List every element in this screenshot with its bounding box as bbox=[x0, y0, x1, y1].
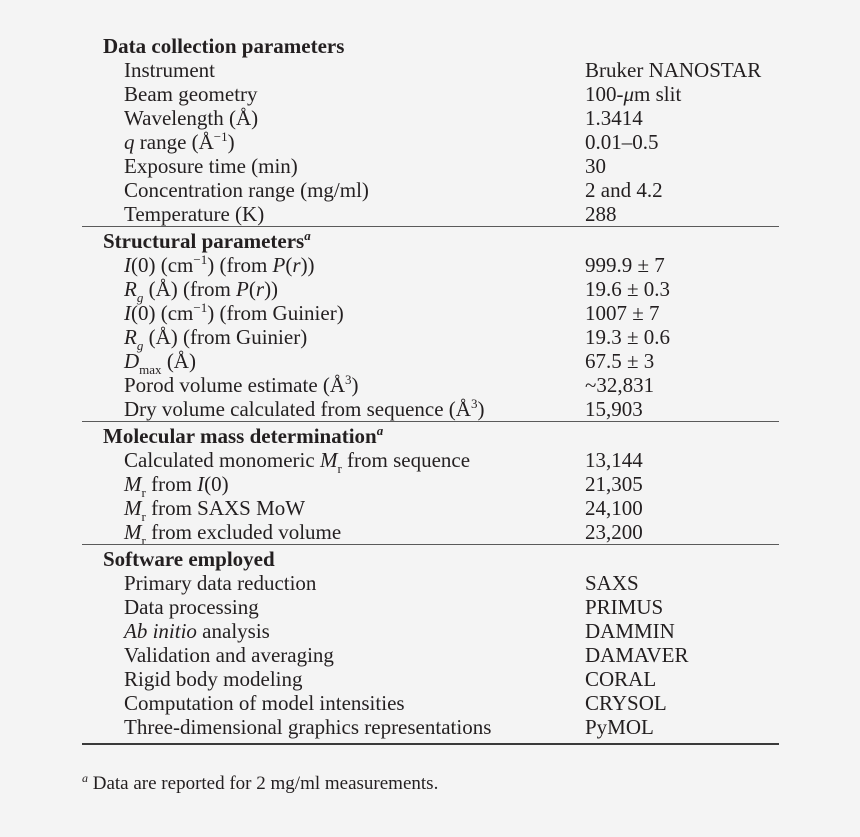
table-section bbox=[82, 421, 779, 548]
row-value: 288 bbox=[585, 202, 617, 226]
row-label: $M_r$ from SAXS MoW bbox=[124, 496, 306, 524]
row-label: Instrument bbox=[124, 58, 215, 82]
table-row bbox=[82, 58, 779, 82]
row-value: ~32,831 bbox=[585, 373, 655, 397]
section-heading bbox=[82, 424, 779, 448]
table-row bbox=[82, 715, 779, 739]
table-section bbox=[82, 226, 779, 421]
row-label: Temperature (K) bbox=[124, 202, 265, 226]
table-row bbox=[82, 448, 779, 476]
parameters-table bbox=[82, 34, 779, 745]
table-row bbox=[82, 253, 779, 277]
row-value: PRIMUS bbox=[585, 595, 664, 619]
row-value: 24,100 bbox=[585, 496, 643, 520]
row-label: $M_r$ from excluded volume bbox=[124, 520, 342, 548]
footnote-text: Data are reported for 2 mg/ml measurements. bbox=[92, 773, 439, 794]
row-label: $M_r$ from I(0) bbox=[124, 472, 229, 500]
row-label: Computation of model intensities bbox=[124, 691, 405, 715]
row-value: DAMMIN bbox=[585, 619, 675, 643]
row-label: q range $(Å^{-1})$ bbox=[124, 129, 235, 154]
row-label: Primary data reduction bbox=[124, 571, 317, 595]
row-value: 13,144 bbox=[585, 448, 643, 472]
row-value: 1007 ± 7 bbox=[585, 301, 660, 325]
table-footnote bbox=[82, 773, 438, 795]
row-label: Wavelength (Å) bbox=[124, 106, 259, 130]
row-value: 15,903 bbox=[585, 397, 643, 421]
row-label: Calculated monomeric $M_r$ from sequence bbox=[124, 448, 471, 476]
table-row bbox=[82, 691, 779, 715]
row-label: I(0) $(cm^{-1})$ (from P(r)) bbox=[124, 252, 315, 277]
section-heading bbox=[82, 547, 779, 571]
row-value: Bruker NANOSTAR bbox=[585, 58, 762, 82]
section-heading-text: Structural parameters bbox=[103, 229, 305, 253]
table-row bbox=[82, 325, 779, 353]
table-row bbox=[82, 496, 779, 524]
row-value: 23,200 bbox=[585, 520, 643, 544]
row-value: 19.3 ± 0.6 bbox=[585, 325, 671, 349]
row-value: DAMAVER bbox=[585, 643, 689, 667]
row-value: 999.9 ± 7 bbox=[585, 253, 665, 277]
row-label: Beam geometry bbox=[124, 82, 258, 106]
row-value: CRYSOL bbox=[585, 691, 667, 715]
section-heading-text: Data collection parameters bbox=[103, 34, 345, 58]
table-row bbox=[82, 82, 779, 106]
table-row bbox=[82, 277, 779, 305]
section-heading-text: Software employed bbox=[103, 547, 275, 571]
row-label: Three-dimensional graphics representations bbox=[124, 715, 492, 739]
section-heading-text: Molecular mass determination bbox=[103, 424, 377, 448]
footnote-mark: a bbox=[82, 771, 88, 785]
table-row bbox=[82, 106, 779, 130]
table-row bbox=[82, 520, 779, 548]
table-row bbox=[82, 472, 779, 500]
row-value: SAXS bbox=[585, 571, 639, 595]
table-section bbox=[82, 544, 779, 739]
row-value: 30 bbox=[585, 154, 606, 178]
table-row bbox=[82, 202, 779, 226]
table-row bbox=[82, 178, 779, 202]
table-bottom-rule bbox=[82, 743, 779, 745]
table-row bbox=[82, 130, 779, 154]
table-row bbox=[82, 373, 779, 397]
table-row bbox=[82, 154, 779, 178]
table-body bbox=[82, 34, 779, 739]
row-value: PyMOL bbox=[585, 715, 654, 739]
row-label: Concentration range (mg/ml) bbox=[124, 178, 369, 202]
row-value: 67.5 ± 3 bbox=[585, 349, 655, 373]
row-label: $D_{max}$ (Å) bbox=[124, 349, 196, 377]
footnote-reference: a bbox=[304, 228, 311, 243]
row-value: 19.6 ± 0.3 bbox=[585, 277, 671, 301]
row-label: Ab initio analysis bbox=[124, 619, 270, 643]
row-value: 1.3414 bbox=[585, 106, 643, 130]
table-row bbox=[82, 397, 779, 421]
footnote-reference: a bbox=[376, 423, 384, 438]
table-row bbox=[82, 595, 779, 619]
table-row bbox=[82, 643, 779, 667]
table-section bbox=[82, 34, 779, 226]
row-label: I(0) $(cm^{-1})$ (from Guinier) bbox=[124, 300, 344, 325]
row-label: $R_g$ (Å) (from Guinier) bbox=[124, 325, 308, 353]
row-label: Dry volume calculated from sequence $(Å^3)$ bbox=[124, 396, 485, 421]
row-label: Validation and averaging bbox=[124, 643, 334, 667]
section-heading bbox=[82, 229, 779, 253]
section-heading bbox=[82, 34, 779, 58]
row-value: 0.01–0.5 bbox=[585, 130, 659, 154]
row-value: 2 and 4.2 bbox=[585, 178, 663, 202]
table-row bbox=[82, 571, 779, 595]
row-value: 21,305 bbox=[585, 472, 643, 496]
row-label: Exposure time (min) bbox=[124, 154, 298, 178]
table-row bbox=[82, 349, 779, 377]
table-row bbox=[82, 667, 779, 691]
row-value: CORAL bbox=[585, 667, 657, 691]
table-row bbox=[82, 619, 779, 643]
row-value: 100-μm slit bbox=[585, 82, 682, 106]
row-label: Porod volume estimate $(Å^3)$ bbox=[124, 372, 359, 397]
table-row bbox=[82, 301, 779, 325]
row-label: $R_g$ (Å) (from P(r)) bbox=[124, 277, 279, 305]
row-label: Rigid body modeling bbox=[124, 667, 303, 691]
row-label: Data processing bbox=[124, 595, 259, 619]
